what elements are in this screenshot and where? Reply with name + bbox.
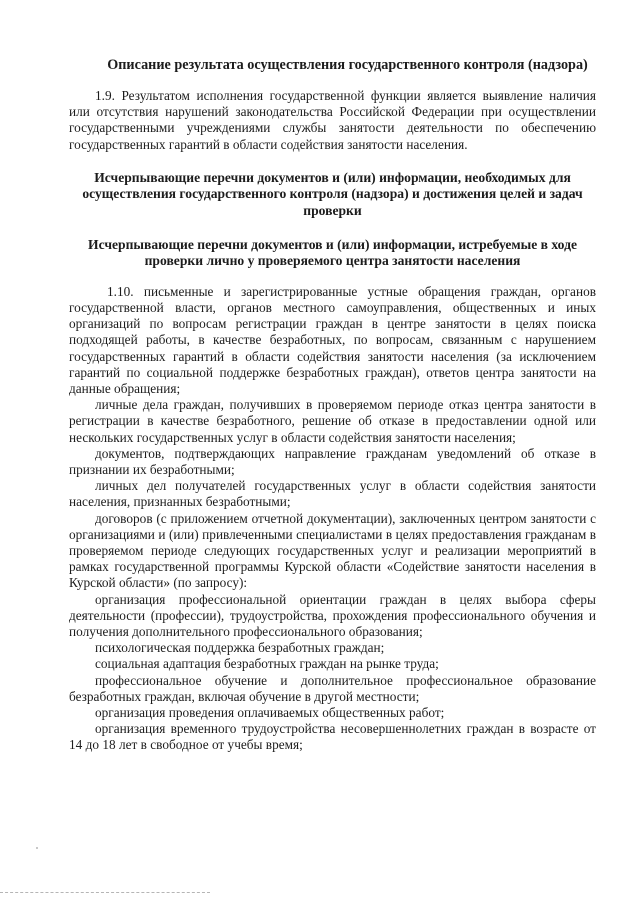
list-item: психологическая поддержка безработных граждан; <box>95 640 385 656</box>
list-item: личных дел получателей государственных услуг в области содействия занятости населения, признанных безработными; <box>69 478 596 510</box>
list-item: документов, подтверждающих направление гражданам уведомлений об отказе в признании их безработными; <box>69 445 596 478</box>
document-title: Описание результата осуществления государственного контроля (надзора) <box>107 57 588 73</box>
intro-paragraph: 1.9. Результатом исполнения государственной функции является выявление наличия или отсутствия нарушений законодательства Российской Федерации при осуществлении государственными учреждениями службы занятости деятельности по обеспечению государственных гарантий в области содействия занятости населения. <box>69 88 596 152</box>
list-item: организация временного трудоустройства несовершеннолетних граждан в возрасте от 14 до 18 лет в свободное от учебы время; <box>69 721 596 753</box>
section-heading-documents-required: Исчерпывающие перечни документов и (или) информации, необходимых для осуществления государственного контроля (надзора) и достижения целей и задач проверки <box>82 169 583 218</box>
list-item: профессиональное обучение и дополнительное профессиональное образование безработных граждан, включая обучение в другой местности; <box>69 672 596 704</box>
list-item: 1.10. письменные и зарегистрированные устные обращения граждан, органов государственной власти, органов местного самоуправления, общественных и иных организаций по вопросам регистрации граждан в центре занятости в целях поиска подходящей работы, в качестве безработных, по вопросам, связанным с нарушением государственных гарантий в области содействия занятости населения (за исключением гарантий по социальной поддержке безработных граждан), ответов центра занятости на данные обращения; <box>69 283 596 396</box>
list-item: социальная адаптация безработных граждан на рынке труда; <box>95 656 439 672</box>
list-item: личные дела граждан, получивших в проверяемом периоде отказ центра занятости в регистрации в качестве безработного, решение об отказе в предоставлении одной или нескольких государственных услуг в области содействия занятости населения; <box>69 397 596 445</box>
section-heading-documents-requested: Исчерпывающие перечни документов и (или) информации, истребуемые в ходе проверки лично у проверяемого центра занятости населения <box>88 236 577 269</box>
scan-speck <box>36 847 38 849</box>
list-item: договоров (с приложением отчетной документации), заключенных центром занятости с организациями и (или) привлеченными специалистами в целях предоставления гражданам в проверяемом периоде следующих государственных услуг и реализации мероприятий в рамках государственной программы Курской области «Содействие занятости населения в Курской области» (по запросу): <box>69 510 596 591</box>
list-item: организация профессиональной ориентации граждан в целях выбора сферы деятельности (профессии), трудоустройства, прохождения профессионального обучения и получения дополнительного профессионального образования; <box>69 591 596 640</box>
list-item: организация проведения оплачиваемых общественных работ; <box>95 705 445 721</box>
documents-list <box>69 284 596 754</box>
spacer <box>69 220 596 237</box>
scan-edge-line <box>0 892 210 893</box>
spacer <box>69 270 596 284</box>
spacer <box>69 153 596 170</box>
